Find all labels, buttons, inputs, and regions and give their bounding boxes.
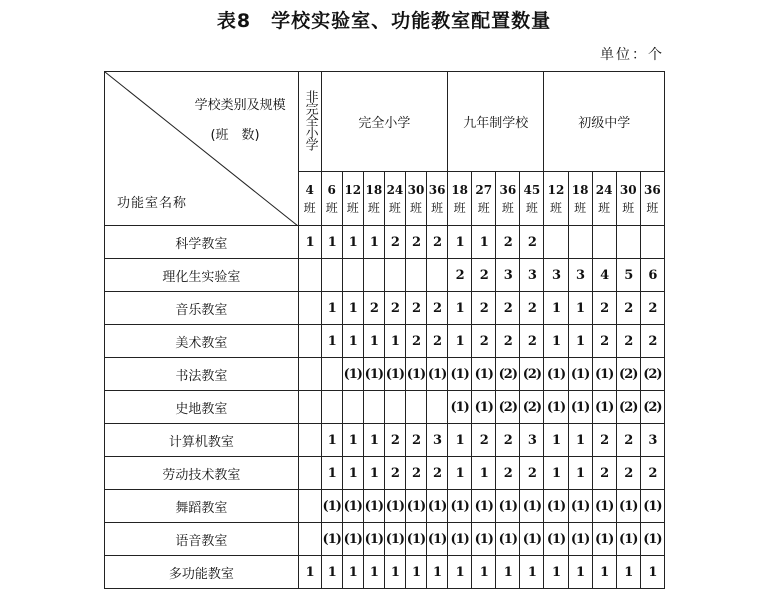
quantity-cell: (1)	[568, 358, 592, 391]
class-size-number: 36	[644, 182, 661, 197]
class-size-number: 12	[344, 182, 362, 197]
quantity-cell: 2	[520, 457, 544, 490]
quantity-cell: 2	[405, 325, 426, 358]
quantity-cell: 1	[544, 424, 568, 457]
quantity-cell: 2	[496, 226, 520, 259]
quantity-cell: (1)	[342, 523, 363, 556]
class-size-header	[363, 172, 384, 226]
quantity-cell: (1)	[342, 490, 363, 523]
quantity-cell: 2	[616, 424, 640, 457]
quantity-cell: 1	[544, 325, 568, 358]
quantity-cell: (1)	[544, 523, 568, 556]
quantity-cell: 1	[298, 556, 321, 589]
quantity-cell: 1	[363, 424, 384, 457]
quantity-cell: 2	[496, 292, 520, 325]
quantity-cell	[616, 226, 640, 259]
quantity-cell: 1	[592, 556, 616, 589]
quantity-cell: 1	[448, 226, 472, 259]
quantity-cell: (1)	[544, 358, 568, 391]
table-row	[105, 556, 665, 589]
quantity-cell	[592, 226, 616, 259]
quantity-cell: 1	[321, 424, 342, 457]
class-unit-label: 班	[622, 200, 635, 215]
quantity-cell: 2	[592, 424, 616, 457]
quantity-cell: 1	[363, 226, 384, 259]
class-size-header	[342, 172, 363, 226]
quantity-cell: 1	[472, 457, 496, 490]
quantity-cell: 1	[568, 292, 592, 325]
class-size-number: 24	[386, 182, 404, 197]
quantity-cell: 1	[321, 292, 342, 325]
quantity-cell: (1)	[321, 523, 342, 556]
quantity-cell: (1)	[427, 490, 448, 523]
quantity-cell: (2)	[496, 391, 520, 424]
quantity-cell: 2	[640, 325, 664, 358]
quantity-cell: (1)	[544, 391, 568, 424]
quantity-cell: (1)	[448, 391, 472, 424]
quantity-cell: (1)	[384, 523, 405, 556]
quantity-cell: 1	[472, 226, 496, 259]
corner-room-label: 功能室名称	[117, 196, 188, 211]
quantity-cell: 2	[640, 292, 664, 325]
table-body	[105, 226, 665, 589]
type-complete-header: 完全小学	[321, 72, 447, 172]
room-name-cell: 美术教室	[105, 325, 299, 358]
quantity-cell: (2)	[616, 391, 640, 424]
class-size-header	[616, 172, 640, 226]
class-unit-label: 班	[598, 200, 611, 215]
class-size-header	[472, 172, 496, 226]
quantity-cell: 1	[496, 556, 520, 589]
quantity-cell: 2	[496, 457, 520, 490]
quantity-cell	[363, 259, 384, 292]
quantity-cell: 1	[616, 556, 640, 589]
quantity-cell: 2	[520, 325, 544, 358]
class-unit-label: 班	[388, 200, 401, 215]
quantity-cell: (1)	[640, 523, 664, 556]
room-name-cell: 计算机教室	[105, 424, 299, 457]
quantity-cell: 1	[640, 556, 664, 589]
quantity-cell: 2	[427, 325, 448, 358]
quantity-cell	[298, 358, 321, 391]
quantity-cell: (1)	[321, 490, 342, 523]
quantity-cell: 2	[427, 226, 448, 259]
table-row	[105, 457, 665, 490]
quantity-cell: 1	[520, 556, 544, 589]
room-name-cell: 多功能教室	[105, 556, 299, 589]
quantity-cell: 2	[496, 424, 520, 457]
quantity-cell: (1)	[544, 490, 568, 523]
quantity-cell: 2	[472, 325, 496, 358]
class-size-number: 6	[327, 182, 336, 197]
quantity-cell: 1	[544, 556, 568, 589]
quantity-cell	[298, 259, 321, 292]
quantity-cell: 2	[592, 325, 616, 358]
quantity-cell: (1)	[472, 391, 496, 424]
quantity-cell: (1)	[592, 523, 616, 556]
quantity-cell: (1)	[640, 490, 664, 523]
class-unit-label: 班	[431, 200, 444, 215]
quantity-cell: 1	[448, 292, 472, 325]
quantity-cell	[427, 391, 448, 424]
class-unit-label: 班	[453, 200, 466, 215]
quantity-cell	[640, 226, 664, 259]
class-size-number: 4	[305, 182, 314, 197]
quantity-cell	[321, 259, 342, 292]
quantity-cell: (1)	[384, 490, 405, 523]
quantity-cell: (1)	[448, 490, 472, 523]
class-unit-label: 班	[549, 200, 562, 215]
quantity-cell: (1)	[342, 358, 363, 391]
quantity-cell: (1)	[520, 490, 544, 523]
quantity-cell	[544, 226, 568, 259]
class-size-number: 24	[595, 182, 613, 197]
quantity-cell: 1	[568, 457, 592, 490]
quantity-cell: 1	[342, 292, 363, 325]
header-corner-cell	[105, 72, 299, 226]
table-row	[105, 391, 665, 424]
class-size-number: 30	[407, 182, 425, 197]
quantity-cell: (1)	[520, 523, 544, 556]
quantity-cell	[298, 325, 321, 358]
class-size-header	[298, 172, 321, 226]
quantity-cell: 1	[384, 325, 405, 358]
quantity-cell: 2	[592, 292, 616, 325]
config-table	[104, 71, 665, 589]
class-size-header	[520, 172, 544, 226]
quantity-cell: 1	[321, 457, 342, 490]
type-non-complete-header: 非完全小学	[298, 72, 321, 172]
table-row	[105, 325, 665, 358]
table-row	[105, 259, 665, 292]
quantity-cell: (1)	[448, 358, 472, 391]
quantity-cell: (1)	[405, 358, 426, 391]
quantity-cell: 3	[640, 424, 664, 457]
class-size-header	[427, 172, 448, 226]
quantity-cell	[298, 424, 321, 457]
class-size-number: 12	[547, 182, 565, 197]
quantity-cell: 1	[342, 457, 363, 490]
type-junior-header: 初级中学	[544, 72, 665, 172]
class-size-number: 36	[428, 182, 446, 197]
quantity-cell: 1	[448, 424, 472, 457]
quantity-cell: (1)	[448, 523, 472, 556]
quantity-cell: 1	[544, 457, 568, 490]
class-unit-label: 班	[325, 200, 338, 215]
quantity-cell: 2	[592, 457, 616, 490]
class-size-number: 45	[523, 182, 541, 197]
quantity-cell: 1	[448, 556, 472, 589]
class-size-header	[568, 172, 592, 226]
quantity-cell	[568, 226, 592, 259]
quantity-cell: 2	[363, 292, 384, 325]
table-row	[105, 358, 665, 391]
table-row	[105, 292, 665, 325]
quantity-cell: (2)	[520, 358, 544, 391]
quantity-cell: 2	[405, 457, 426, 490]
quantity-cell	[298, 457, 321, 490]
quantity-cell: (1)	[616, 490, 640, 523]
room-name-cell: 劳动技术教室	[105, 457, 299, 490]
class-size-header	[592, 172, 616, 226]
quantity-cell: 1	[321, 556, 342, 589]
quantity-cell: (1)	[363, 523, 384, 556]
quantity-cell: (1)	[472, 358, 496, 391]
table-row	[105, 523, 665, 556]
quantity-cell: 3	[496, 259, 520, 292]
quantity-cell: 2	[384, 457, 405, 490]
quantity-cell: 3	[427, 424, 448, 457]
quantity-cell: 2	[427, 292, 448, 325]
class-size-header	[384, 172, 405, 226]
quantity-cell: (1)	[384, 358, 405, 391]
room-name-cell: 理化生实验室	[105, 259, 299, 292]
class-unit-label: 班	[501, 200, 514, 215]
class-unit-label: 班	[574, 200, 587, 215]
quantity-cell: (1)	[363, 358, 384, 391]
class-size-number: 27	[475, 182, 493, 197]
quantity-cell: 1	[448, 457, 472, 490]
quantity-cell	[321, 391, 342, 424]
quantity-cell: 1	[363, 556, 384, 589]
quantity-cell: 2	[472, 292, 496, 325]
quantity-cell: 2	[472, 259, 496, 292]
type-nine-year-header: 九年制学校	[448, 72, 544, 172]
quantity-cell	[363, 391, 384, 424]
class-unit-label: 班	[646, 200, 659, 215]
quantity-cell	[342, 391, 363, 424]
quantity-cell: (1)	[568, 490, 592, 523]
quantity-cell: 2	[616, 325, 640, 358]
room-name-cell: 舞蹈教室	[105, 490, 299, 523]
quantity-cell	[427, 259, 448, 292]
corner-class-label: (班 数)	[210, 128, 260, 143]
quantity-cell: 3	[568, 259, 592, 292]
quantity-cell: (2)	[496, 358, 520, 391]
quantity-cell: 1	[321, 226, 342, 259]
class-unit-label: 班	[525, 200, 538, 215]
room-name-cell: 科学教室	[105, 226, 299, 259]
quantity-cell: 2	[384, 292, 405, 325]
quantity-cell	[321, 358, 342, 391]
quantity-cell: 1	[342, 226, 363, 259]
class-size-header	[321, 172, 342, 226]
class-unit-label: 班	[346, 200, 359, 215]
quantity-cell: 2	[616, 292, 640, 325]
quantity-cell: 1	[363, 325, 384, 358]
table-row	[105, 226, 665, 259]
quantity-cell: 3	[520, 259, 544, 292]
quantity-cell: 2	[520, 292, 544, 325]
quantity-cell: 2	[616, 457, 640, 490]
quantity-cell	[384, 391, 405, 424]
quantity-cell: 1	[363, 457, 384, 490]
quantity-cell	[298, 292, 321, 325]
quantity-cell: 1	[342, 556, 363, 589]
class-size-header	[496, 172, 520, 226]
quantity-cell: (1)	[496, 490, 520, 523]
quantity-cell: 6	[640, 259, 664, 292]
quantity-cell: 1	[298, 226, 321, 259]
quantity-cell: 2	[405, 226, 426, 259]
quantity-cell: (1)	[496, 523, 520, 556]
room-name-cell: 音乐教室	[105, 292, 299, 325]
table-title: 表8 学校实验室、功能教室配置数量	[216, 10, 552, 32]
room-name-cell: 语音教室	[105, 523, 299, 556]
quantity-cell: 5	[616, 259, 640, 292]
quantity-cell	[298, 523, 321, 556]
quantity-cell: (1)	[405, 490, 426, 523]
class-size-number: 36	[499, 182, 517, 197]
quantity-cell: (1)	[568, 391, 592, 424]
unit-label: 单位：个	[600, 47, 664, 63]
quantity-cell: (2)	[520, 391, 544, 424]
quantity-cell	[405, 391, 426, 424]
quantity-cell: 1	[342, 424, 363, 457]
quantity-cell: 2	[427, 457, 448, 490]
quantity-cell: 1	[568, 556, 592, 589]
quantity-cell: (1)	[616, 523, 640, 556]
class-unit-label: 班	[303, 200, 316, 215]
quantity-cell: 2	[640, 457, 664, 490]
quantity-cell: 1	[321, 325, 342, 358]
class-size-header	[640, 172, 664, 226]
quantity-cell: (1)	[592, 358, 616, 391]
quantity-cell: 2	[384, 424, 405, 457]
quantity-cell: 1	[427, 556, 448, 589]
quantity-cell	[298, 391, 321, 424]
class-unit-label: 班	[477, 200, 490, 215]
table-row	[105, 490, 665, 523]
quantity-cell: (1)	[427, 358, 448, 391]
quantity-cell: 2	[405, 424, 426, 457]
quantity-cell: (2)	[616, 358, 640, 391]
quantity-cell: 2	[405, 292, 426, 325]
quantity-cell: (2)	[640, 358, 664, 391]
quantity-cell: 1	[568, 424, 592, 457]
quantity-cell: 2	[384, 226, 405, 259]
quantity-cell	[298, 490, 321, 523]
quantity-cell: 1	[472, 556, 496, 589]
quantity-cell: (1)	[405, 523, 426, 556]
quantity-cell: (1)	[472, 523, 496, 556]
quantity-cell: 2	[472, 424, 496, 457]
room-name-cell: 史地教室	[105, 391, 299, 424]
class-unit-label: 班	[367, 200, 380, 215]
class-size-header	[544, 172, 568, 226]
class-unit-label: 班	[409, 200, 422, 215]
quantity-cell: 3	[520, 424, 544, 457]
class-size-header	[448, 172, 472, 226]
quantity-cell: 2	[496, 325, 520, 358]
quantity-cell: (1)	[427, 523, 448, 556]
quantity-cell: 1	[342, 325, 363, 358]
quantity-cell: 2	[448, 259, 472, 292]
quantity-cell: 3	[544, 259, 568, 292]
quantity-cell: (1)	[568, 523, 592, 556]
quantity-cell: (1)	[592, 391, 616, 424]
class-size-number: 18	[571, 182, 589, 197]
class-size-number: 30	[619, 182, 637, 197]
quantity-cell: (1)	[363, 490, 384, 523]
quantity-cell: 1	[405, 556, 426, 589]
quantity-cell	[342, 259, 363, 292]
quantity-cell: (2)	[640, 391, 664, 424]
class-size-number: 18	[451, 182, 469, 197]
quantity-cell	[405, 259, 426, 292]
quantity-cell	[384, 259, 405, 292]
corner-category-label: 学校类别及规模	[194, 98, 286, 113]
quantity-cell: (1)	[592, 490, 616, 523]
quantity-cell: (1)	[472, 490, 496, 523]
table-row	[105, 424, 665, 457]
quantity-cell: 2	[520, 226, 544, 259]
room-name-cell: 书法教室	[105, 358, 299, 391]
quantity-cell: 1	[568, 325, 592, 358]
quantity-cell: 4	[592, 259, 616, 292]
quantity-cell: 1	[448, 325, 472, 358]
class-size-number: 18	[365, 182, 383, 197]
quantity-cell: 1	[384, 556, 405, 589]
class-size-header	[405, 172, 426, 226]
quantity-cell: 1	[544, 292, 568, 325]
